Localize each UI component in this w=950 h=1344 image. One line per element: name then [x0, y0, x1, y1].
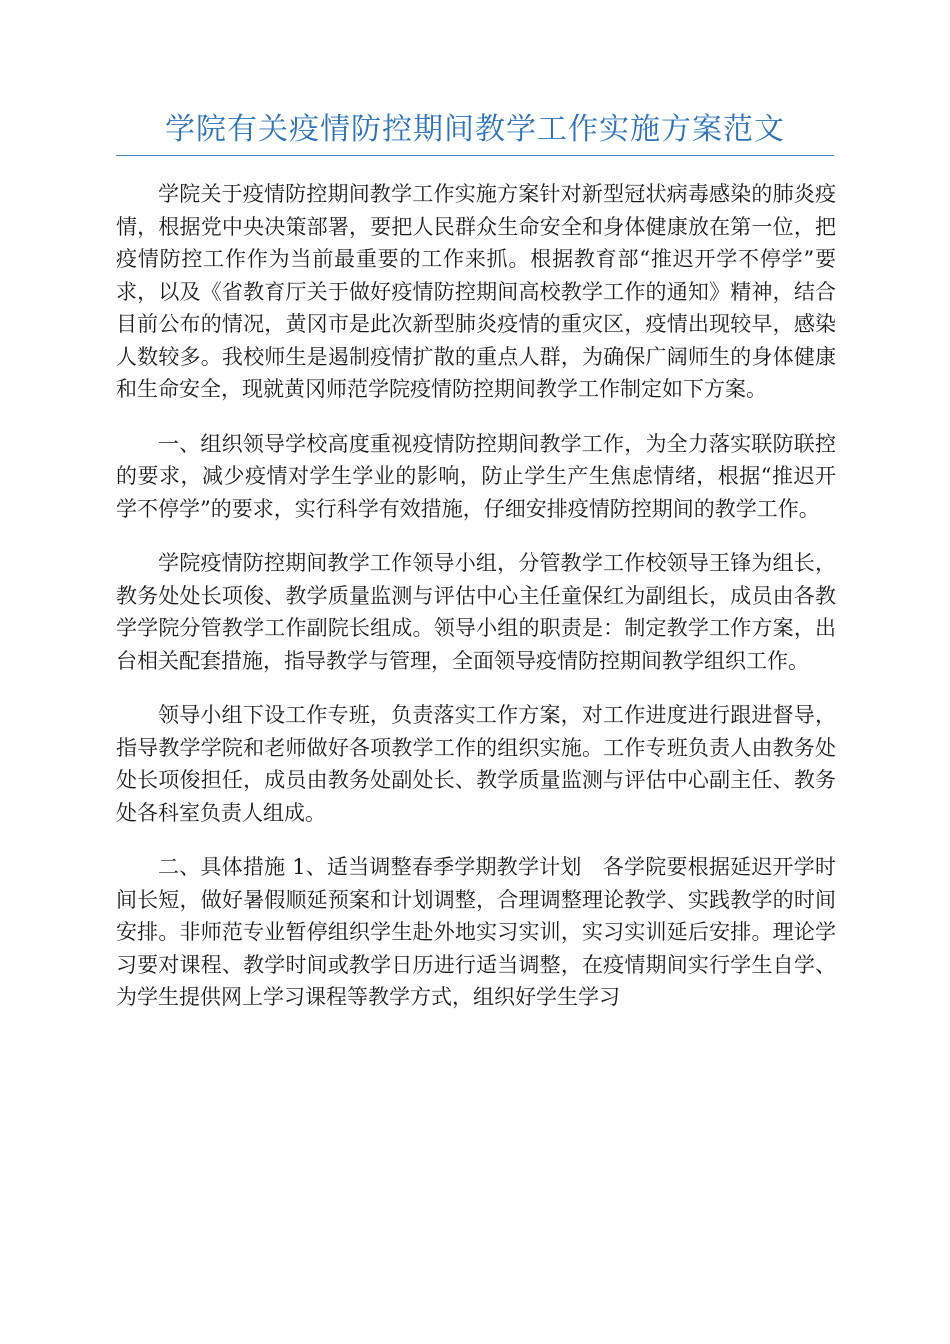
paragraph-section-2: 二、具体措施 1、适当调整春季学期教学计划 各学院要根据延迟开学时间长短，做好暑假顺延预案和计划调整，合理调整理论教学、实践教学的时间安排。非师范专业暂停组织学生赴外地实习实训，实习实训延后安排。理论学习要对课程、教学时间或教学日历进行适当调整，在疫情期间实行学生自学、为学生提供网上学习课程等教学方式，组织好学生学习 — [116, 855, 836, 1009]
paragraph-leadership-group: 学院疫情防控期间教学工作领导小组，分管教学工作校领导王锋为组长，教务处处长项俊、教学质量监测与评估中心主任童保红为副组长，成员由各教学学院分管教学工作副院长组成。领导小组的职责是：制定教学工作方案，出台相关配套措施，指导教学与管理，全面领导疫情防控期间教学组织工作。 — [116, 551, 836, 673]
paragraph-section-1: 一、组织领导学校高度重视疫情防控期间教学工作，为全力落实联防联控的要求，减少疫情对学生学业的影响，防止学生产生焦虑情绪，根据“推迟开学不停学”的要求，实行科学有效措施，仔细安排疫情防控期间的教学工作。 — [116, 431, 836, 521]
document-body — [116, 178, 836, 1036]
paragraph-task-force: 领导小组下设工作专班，负责落实工作方案，对工作进度进行跟进督导，指导教学学院和老师做好各项教学工作的组织实施。工作专班负责人由教务处处长项俊担任，成员由教务处副处长、教学质量监测与评估中心副主任、教务处各科室负责人组成。 — [116, 703, 836, 825]
document-title: 学院有关疫情防控期间教学工作实施方案范文 — [165, 112, 785, 147]
title-underline — [116, 155, 834, 156]
paragraph-intro: 学院关于疫情防控期间教学工作实施方案针对新型冠状病毒感染的肺炎疫情，根据党中央决策部署，要把人民群众生命安全和身体健康放在第一位，把疫情防控工作作为当前最重要的工作来抓。根据教育部“推迟开学不停学”要求，以及《省教育厅关于做好疫情防控期间高校教学工作的通知》精神，结合目前公布的情况，黄冈市是此次新型肺炎疫情的重灾区，疫情出现较早，感染人数较多。我校师生是遏制疫情扩散的重点人群，为确保广阔师生的身体健康和生命安全，现就黄冈师范学院疫情防控期间教学工作制定如下方案。 — [116, 182, 836, 401]
